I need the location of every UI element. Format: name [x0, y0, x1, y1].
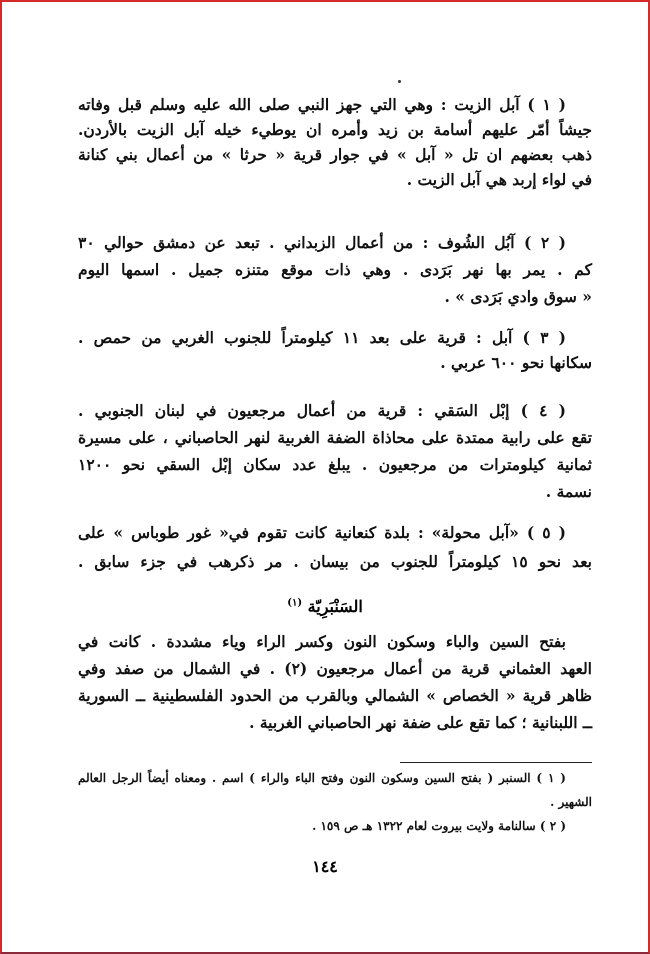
- text-line: ذهب بعضهم ان تل « آبل » في جوار قرية « حرثا » من أعمال بني كنانة: [78, 145, 592, 164]
- footnote-ref: (١): [287, 597, 303, 609]
- footnote-divider: [400, 762, 592, 763]
- text-line: تقع على رابية ممتدة على محاذاة الضفة الغربية لنهر الحاصباني ، على مسيرة: [78, 428, 592, 447]
- text-line: ( ٣ ) آبل : قرية على بعد ١١ كيلومتراً للجنوب الغربي من حمص .: [78, 328, 566, 347]
- text-line: العهد العثماني قرية من أعمال مرجعيون (٢) . في الشمال من صفد وفي: [78, 659, 592, 678]
- text-line: كم . يمر بها نهر بَرَدى . وهي ذات موقع متنزه جميل . اسمها اليوم: [78, 260, 592, 279]
- footnote-line: ( ٢ ) سالنامة ولايت بيروت لعام ١٣٢٢ هـ ص ١٥٩ .: [312, 819, 566, 833]
- text-line: ( ٤ ) إبْل السَقي : قرية من أعمال مرجعيون في لبنان الجنوبي .: [78, 401, 566, 420]
- scan-speck: [398, 80, 401, 83]
- text-line: ثمانية كيلومترات من مرجعيون . يبلغ عدد سكان إبْل السقي نحو ١٢٠٠: [78, 455, 592, 474]
- section-heading: [0, 597, 650, 616]
- footnote-line: الشهير .: [550, 795, 592, 809]
- text-line: نسمة .: [545, 482, 592, 501]
- text-line: جيشاً أمّر عليهم أسامة بن زيد وأمره ان يوطيء خيله آبل الزيت بالأردن.: [78, 120, 592, 139]
- text-line: ( ١ ) آبل الزيت : وهي التي جهز النبي صلى الله عليه وسلم قبل وفاته: [78, 95, 566, 114]
- text-line: ( ٥ ) «آبل محولة» : بلدة كنعانية كانت تقوم في« غور طوباس » على: [78, 523, 566, 542]
- text-line: سكانها نحو ٦٠٠ عربي .: [440, 353, 592, 372]
- text-line: بفتح السين والباء وسكون النون وكسر الراء وياء مشددة . كانت في: [78, 632, 566, 651]
- text-line: بعد نحو ١٥ كيلومتراً للجنوب من بيسان . مر ذكرهب في جزء سابق .: [78, 552, 592, 571]
- text-line: ــ اللبنانية ؛ كما تقع على ضفة نهر الحاصباني الغربية .: [249, 713, 592, 732]
- page-number: ١٤٤: [312, 857, 338, 876]
- footnote-line: ( ١ ) السنبر ( بفتح السين وسكون النون وفتح الباء والراء ) اسم . ومعناه أيضاً الرجل العالم: [78, 771, 566, 785]
- text-line: ( ٢ ) آبُل الشُوف : من أعمال الزبداني . تبعد عن دمشق حوالي ٣٠: [78, 233, 566, 252]
- text-line: ظاهر قرية « الخصاص » الشمالي وبالقرب من الحدود الفلسطينية ــ السورية: [78, 686, 592, 705]
- text-line: في لواء إربد هي آبل الزيت .: [406, 170, 592, 189]
- text-line: « سوق وادي بَرَدى » .: [444, 287, 592, 306]
- section-title: السَنْبَرِيّة: [307, 597, 363, 616]
